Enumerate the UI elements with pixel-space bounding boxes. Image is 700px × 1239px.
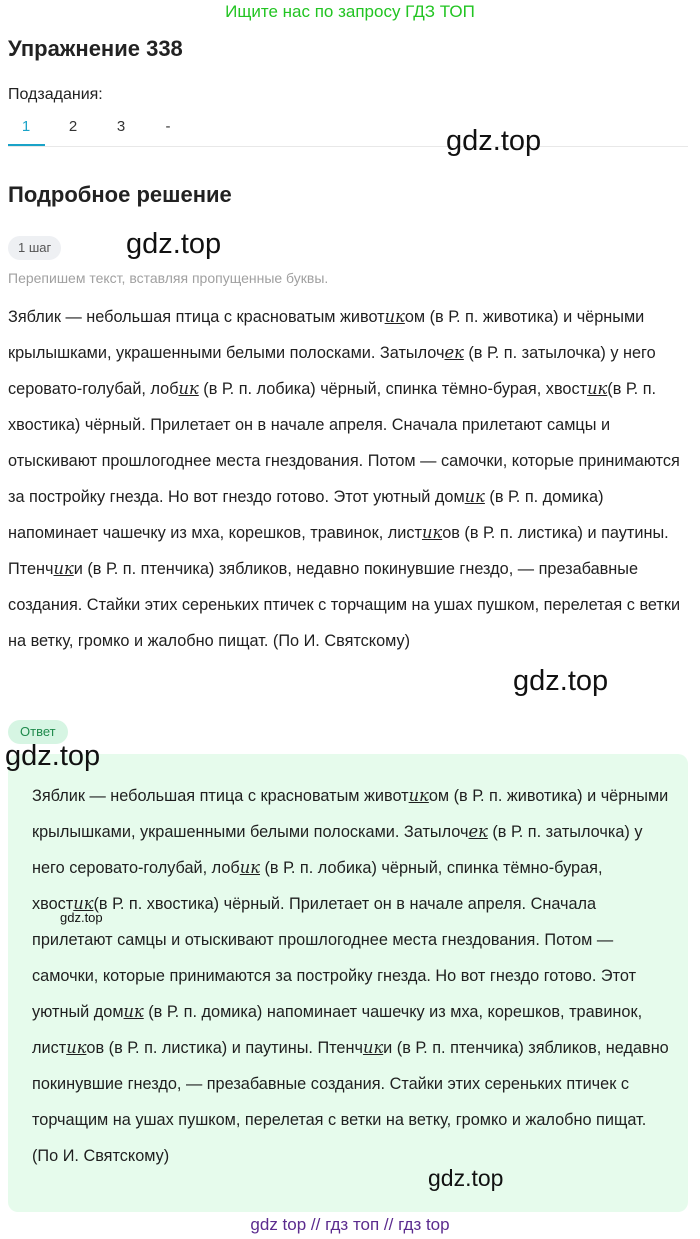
inserted-letters: ик <box>239 858 260 877</box>
watermark: gdz.top <box>428 1165 504 1191</box>
watermark-small: gdz.top <box>60 910 103 925</box>
page-title: Упражнение 338 <box>8 36 183 61</box>
inserted-letters: ик <box>384 307 405 326</box>
solution-section-title: Подробное решение <box>8 182 232 207</box>
inserted-letters: ик <box>587 379 608 398</box>
inserted-letters: ек <box>468 822 488 841</box>
answer-text: Зяблик — небольшая птица с красноватым животиком (в Р. п. животика) и чёрными крылышками, украшенными белыми полосками. Затылочек (в Р. п. затылочка) у него серовато-голубай, лобик (в Р. п. лобика) чёрный, спинка тёмно-бурая, хвостик(в Р. п. хвостика) чёрный. Прилетает он в начале апреля. Сначала прилетают самцы и отыскивают прошлогоднее места гнездования. Потом — самочки, которые принимаются за постройку гнезда. Но вот гнездо готово. Этот уютный домик (в Р. п. домика) напоминает чашечку из мха, корешков, травинок, листиков (в Р. п. листика) и паутины. Птенчики (в Р. п. птенчика) зябликов, недавно покинувшие гнездо, — презабавные создания. Стайки этих сереньких птичек с торчащим на ушах пушком, перелетая с ветки на ветку, громко и жалобно пищат. (По И. Святскому) <box>32 786 669 1165</box>
answer-badge: Ответ <box>8 720 68 744</box>
tab-subtask-more[interactable]: - <box>165 118 171 135</box>
watermark: gdz.top <box>446 125 542 157</box>
inserted-letters: ик <box>408 786 429 805</box>
inserted-letters: ик <box>53 559 74 578</box>
inserted-letters: ик <box>362 1038 384 1057</box>
inserted-letters: ик <box>421 523 443 542</box>
watermark: gdz.top <box>5 740 101 772</box>
subtask-tabs <box>8 116 688 148</box>
tab-subtask-3[interactable]: 3 <box>116 118 126 135</box>
active-tab-indicator <box>8 144 45 146</box>
footer-links[interactable]: gdz top // гдз топ // гдз top <box>250 1215 450 1234</box>
tab-subtask-1[interactable]: 1 <box>21 118 31 135</box>
inserted-letters: ик <box>123 1002 144 1021</box>
inserted-letters: ик <box>178 379 199 398</box>
watermark: gdz.top <box>513 665 609 697</box>
promo-banner: Ищите нас по запросу ГДЗ ТОП <box>225 2 475 21</box>
tab-subtask-2[interactable]: 2 <box>68 118 78 135</box>
inserted-letters: ик <box>73 894 94 913</box>
inserted-letters: ик <box>66 1038 87 1057</box>
step-badge: 1 шаг <box>8 236 61 260</box>
inserted-letters: ик <box>464 487 485 506</box>
watermark: gdz.top <box>126 228 222 260</box>
step-hint: Перепишем текст, вставляя пропущенные буквы. <box>8 270 329 286</box>
solution-text: Зяблик — небольшая птица с красноватым животиком (в Р. п. животика) и чёрными крылышками, украшенными белыми полосками. Затылочек (в Р. п. затылочка) у него серовато-голубай, лобик (в Р. п. лобика) чёрный, спинка тёмно-бурая, хвостик(в Р. п. хвостика) чёрный. Прилетает он в начале апреля. Сначала прилетают самцы и отыскивают прошлогоднее места гнездования. Потом — самочки, которые принимаются за постройку гнезда. Но вот гнездо готово. Этот уютный домик (в Р. п. домика) напоминает чашечку из мха, корешков, травинок, листиков (в Р. п. листика) и паутины. Птенчики (в Р. п. птенчика) зябликов, недавно покинувшие гнездо, — презабавные создания. Стайки этих сереньких птичек с торчащим на ушах пушком, перелетая с ветки на ветку, громко и жалобно пищат. (По И. Святскому) <box>8 307 681 650</box>
inserted-letters: ек <box>444 343 464 362</box>
subtasks-label: Подзадания: <box>8 86 103 103</box>
tabs-divider <box>8 146 688 147</box>
